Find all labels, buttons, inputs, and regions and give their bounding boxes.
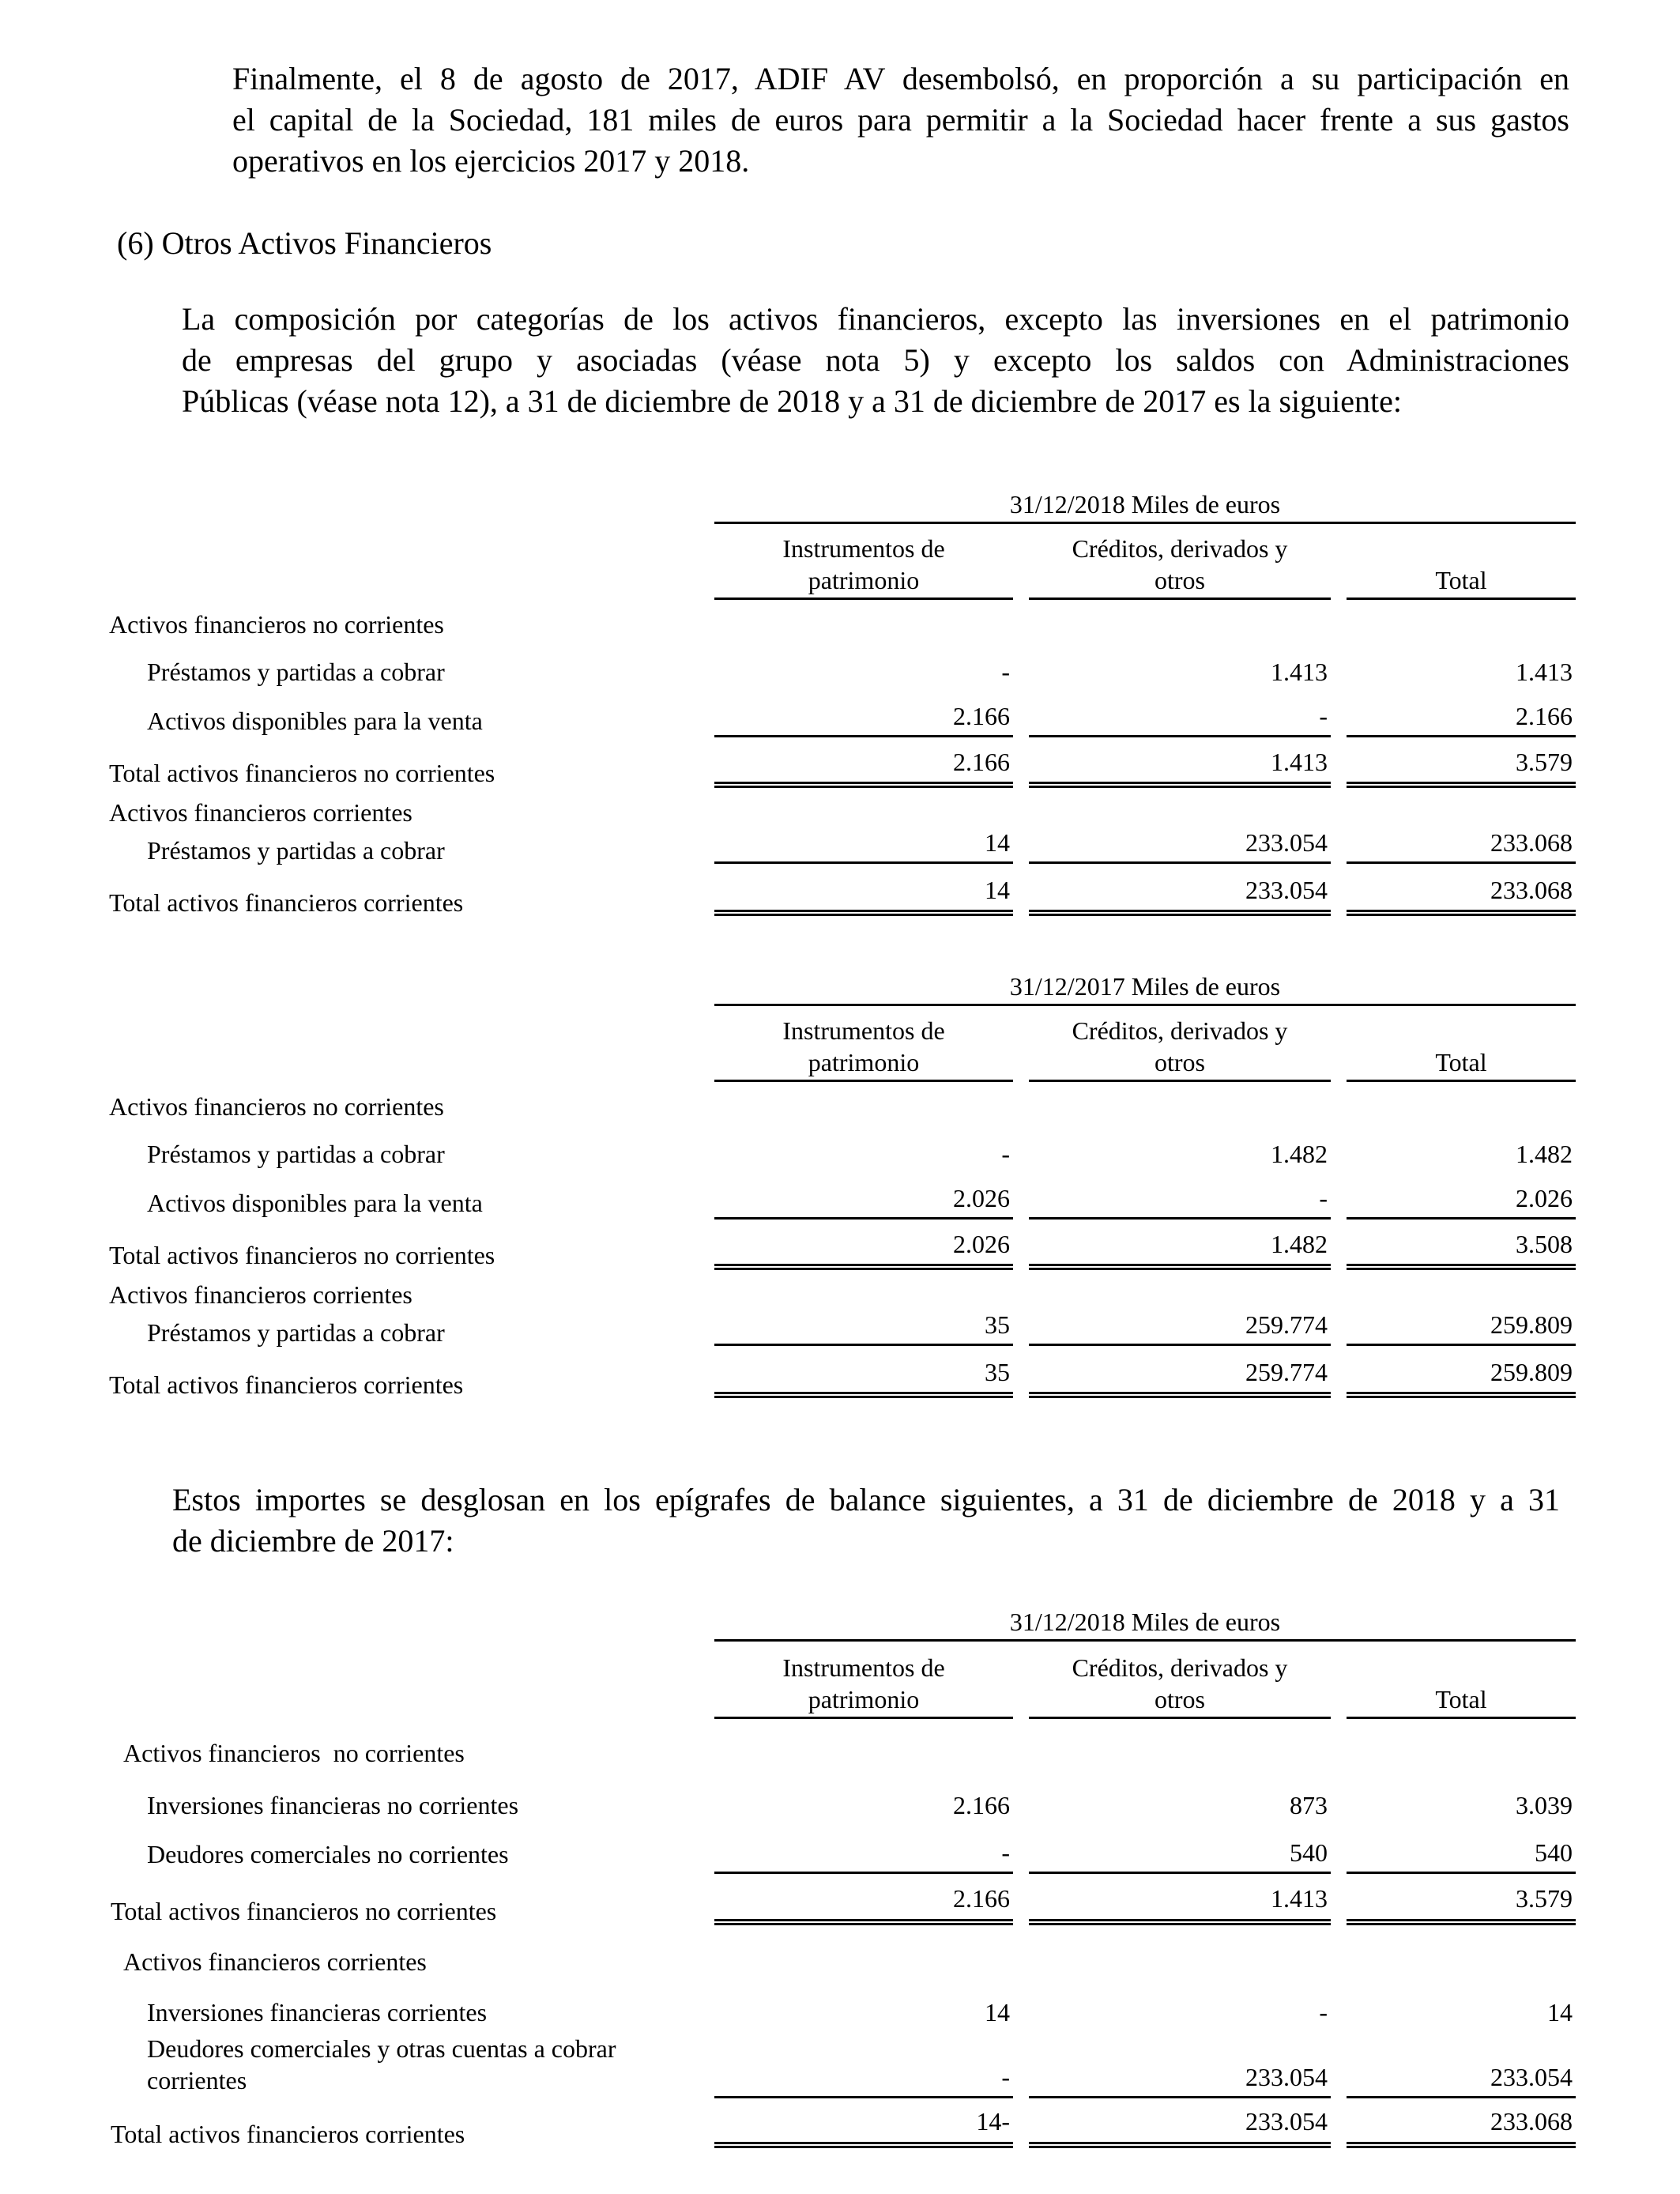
cell-value: 259.774 <box>1245 1310 1328 1339</box>
subtotal-rule <box>1347 861 1576 864</box>
column-rule <box>1347 598 1576 600</box>
subtotal-rule <box>714 861 1013 864</box>
column-header-creditos: Créditos, derivados y <box>1072 1653 1288 1682</box>
group-label: Activos financieros corrientes <box>109 1280 412 1309</box>
column-rule <box>714 1717 1013 1719</box>
row-label: Inversiones financieras corrientes <box>147 1998 488 2026</box>
total-value: 3.579 <box>1516 748 1573 776</box>
total-double-rule <box>1347 782 1576 788</box>
total-value: 233.054 <box>1245 876 1328 904</box>
breakdown-paragraph <box>172 1480 1560 1562</box>
column-header-total: Total <box>1435 1685 1487 1713</box>
subtotal-rule <box>1029 1217 1331 1220</box>
column-header-instrumentos: Instrumentos de <box>782 1653 945 1682</box>
subtotal-rule <box>1347 1344 1576 1346</box>
column-header-creditos: Créditos, derivados y <box>1072 534 1288 563</box>
cell-value: 233.054 <box>1490 2063 1573 2091</box>
column-header-creditos: otros <box>1155 1048 1205 1076</box>
composition-line: Públicas (véase nota 12), a 31 de diciembre de 2018 y a 31 de diciembre de 2017 es la siguiente: <box>182 383 1402 419</box>
subtotal-rule <box>1347 1217 1576 1220</box>
total-double-rule <box>1347 2142 1576 2148</box>
total-value: 1.482 <box>1271 1230 1328 1258</box>
column-rule <box>1347 1717 1576 1719</box>
group-label: Activos financieros no corrientes <box>123 1739 465 1767</box>
total-value: 233.068 <box>1490 876 1573 904</box>
subtotal-rule <box>714 1872 1013 1874</box>
cell-value: 233.068 <box>1490 828 1573 857</box>
cell-value: 14 <box>985 1998 1010 2026</box>
cell-value: 259.809 <box>1490 1310 1573 1339</box>
column-header-instrumentos: Instrumentos de <box>782 1016 945 1045</box>
row-label: Activos disponibles para la venta <box>147 707 483 735</box>
total-value: 259.774 <box>1245 1358 1328 1386</box>
column-rule <box>1029 598 1331 600</box>
cell-value: 2.166 <box>953 1791 1010 1819</box>
composition-paragraph <box>182 299 1569 422</box>
column-header-instrumentos: patrimonio <box>808 1685 920 1713</box>
breakdown-line: de diciembre de 2017: <box>172 1523 454 1559</box>
cell-value: 1.413 <box>1516 658 1573 686</box>
cell-value: - <box>1319 702 1328 730</box>
total-double-rule <box>1029 1392 1331 1398</box>
table-period: 31/12/2018 Miles de euros <box>1009 490 1281 518</box>
total-value: 14 <box>985 876 1010 904</box>
subtotal-rule <box>1347 1872 1576 1874</box>
column-header-total: Total <box>1435 1048 1487 1076</box>
total-value: 2.166 <box>953 748 1010 776</box>
cell-value: 873 <box>1290 1791 1328 1819</box>
cell-value: - <box>1001 1140 1010 1168</box>
total-label: Total activos financieros no corrientes <box>109 1241 495 1269</box>
subtotal-rule <box>1029 1872 1331 1874</box>
intro-line: Finalmente, el 8 de agosto de 2017, ADIF AV desembolsó, en proporción a su participación en <box>232 61 1569 96</box>
cell-value: 2.026 <box>1516 1184 1573 1212</box>
column-header-creditos: Créditos, derivados y <box>1072 1016 1288 1045</box>
total-label: Total activos financieros corrientes <box>109 888 464 917</box>
cell-value: - <box>1001 2063 1010 2091</box>
column-rule <box>1029 1080 1331 1082</box>
cell-value: - <box>1001 658 1010 686</box>
row-label: Préstamos y partidas a cobrar <box>147 836 445 865</box>
total-double-rule <box>1347 910 1576 916</box>
total-value: 233.068 <box>1490 2107 1573 2136</box>
column-header-instrumentos: Instrumentos de <box>782 534 945 563</box>
intro-line: el capital de la Sociedad, 181 miles de euros para permitir a la Sociedad hacer frente a sus gastos <box>232 102 1569 138</box>
column-header-creditos: otros <box>1155 566 1205 594</box>
total-double-rule <box>1029 782 1331 788</box>
row-label: corrientes <box>147 2066 247 2094</box>
header-rule <box>714 522 1576 524</box>
row-label: Deudores comerciales no corrientes <box>147 1840 509 1868</box>
subtotal-rule <box>1347 735 1576 737</box>
total-double-rule <box>1029 2142 1331 2148</box>
group-label: Activos financieros no corrientes <box>109 610 444 639</box>
total-value: 1.413 <box>1271 748 1328 776</box>
column-header-total: Total <box>1435 566 1487 594</box>
total-double-rule <box>714 1392 1013 1398</box>
total-value: 2.166 <box>953 1884 1010 1913</box>
group-label: Activos financieros no corrientes <box>109 1092 444 1121</box>
cell-value: 3.039 <box>1516 1791 1573 1819</box>
row-label: Deudores comerciales y otras cuentas a cobrar <box>147 2034 616 2063</box>
header-rule <box>714 1639 1576 1642</box>
header-rule <box>714 1004 1576 1006</box>
total-double-rule <box>1347 1264 1576 1270</box>
table-period: 31/12/2017 Miles de euros <box>1009 972 1281 1001</box>
cell-value: 233.054 <box>1245 828 1328 857</box>
subtotal-rule <box>1347 2096 1576 2098</box>
column-rule <box>714 598 1013 600</box>
row-label: Préstamos y partidas a cobrar <box>147 1318 445 1347</box>
total-double-rule <box>714 910 1013 916</box>
row-label: Inversiones financieras no corrientes <box>147 1791 519 1819</box>
cell-value: 233.054 <box>1245 2063 1328 2091</box>
subtotal-rule <box>714 735 1013 737</box>
column-rule <box>714 1080 1013 1082</box>
subtotal-rule <box>1029 1344 1331 1346</box>
subtotal-rule <box>714 1344 1013 1346</box>
subtotal-rule <box>714 2096 1013 2098</box>
cell-value: 1.413 <box>1271 658 1328 686</box>
total-value: 2.026 <box>953 1230 1010 1258</box>
total-value: 14- <box>976 2107 1010 2136</box>
cell-value: 2.026 <box>953 1184 1010 1212</box>
group-label: Activos financieros corrientes <box>109 798 412 827</box>
composition-line: de empresas del grupo y asociadas (véase nota 5) y excepto los saldos con Administraciones <box>182 342 1569 378</box>
total-double-rule <box>714 1264 1013 1270</box>
cell-value: 1.482 <box>1271 1140 1328 1168</box>
subtotal-rule <box>714 1217 1013 1220</box>
cell-value: 35 <box>985 1310 1010 1339</box>
cell-value: - <box>1319 1998 1328 2026</box>
breakdown-line: Estos importes se desglosan en los epígrafes de balance siguientes, a 31 de diciembre de 2018 y a 31 <box>172 1482 1560 1517</box>
cell-value: 2.166 <box>953 702 1010 730</box>
total-value: 35 <box>985 1358 1010 1386</box>
cell-value: - <box>1001 1838 1010 1867</box>
total-double-rule <box>714 1919 1013 1925</box>
cell-value: - <box>1319 1184 1328 1212</box>
subtotal-rule <box>1029 861 1331 864</box>
table-period: 31/12/2018 Miles de euros <box>1009 1608 1281 1636</box>
total-double-rule <box>714 782 1013 788</box>
column-rule <box>1347 1080 1576 1082</box>
section-heading: (6) Otros Activos Financieros <box>117 225 492 261</box>
total-value: 259.809 <box>1490 1358 1573 1386</box>
group-label: Activos financieros corrientes <box>123 1947 427 1976</box>
cell-value: 2.166 <box>1516 702 1573 730</box>
cell-value: 14 <box>1547 1998 1573 2026</box>
subtotal-rule <box>1029 2096 1331 2098</box>
total-value: 3.508 <box>1516 1230 1573 1258</box>
row-label: Préstamos y partidas a cobrar <box>147 1140 445 1168</box>
total-double-rule <box>1347 1392 1576 1398</box>
intro-paragraph <box>232 58 1569 182</box>
cell-value: 540 <box>1535 1838 1573 1867</box>
total-label: Total activos financieros no corrientes <box>109 759 495 787</box>
total-value: 233.054 <box>1245 2107 1328 2136</box>
total-double-rule <box>1029 1919 1331 1925</box>
total-double-rule <box>1029 910 1331 916</box>
total-double-rule <box>1029 1264 1331 1270</box>
composition-line: La composición por categorías de los activos financieros, excepto las inversiones en el patrimonio <box>182 301 1569 337</box>
total-label: Total activos financieros no corrientes <box>111 1897 497 1925</box>
row-label: Préstamos y partidas a cobrar <box>147 658 445 686</box>
total-double-rule <box>714 2142 1013 2148</box>
total-label: Total activos financieros corrientes <box>111 2120 465 2148</box>
intro-line: operativos en los ejercicios 2017 y 2018. <box>232 143 750 179</box>
row-label: Activos disponibles para la venta <box>147 1189 483 1217</box>
subtotal-rule <box>1029 735 1331 737</box>
cell-value: 540 <box>1290 1838 1328 1867</box>
total-label: Total activos financieros corrientes <box>109 1370 464 1399</box>
column-header-instrumentos: patrimonio <box>808 1048 920 1076</box>
total-value: 1.413 <box>1271 1884 1328 1913</box>
cell-value: 1.482 <box>1516 1140 1573 1168</box>
column-header-creditos: otros <box>1155 1685 1205 1713</box>
column-header-instrumentos: patrimonio <box>808 566 920 594</box>
column-rule <box>1029 1717 1331 1719</box>
cell-value: 14 <box>985 828 1010 857</box>
total-double-rule <box>1347 1919 1576 1925</box>
total-value: 3.579 <box>1516 1884 1573 1913</box>
